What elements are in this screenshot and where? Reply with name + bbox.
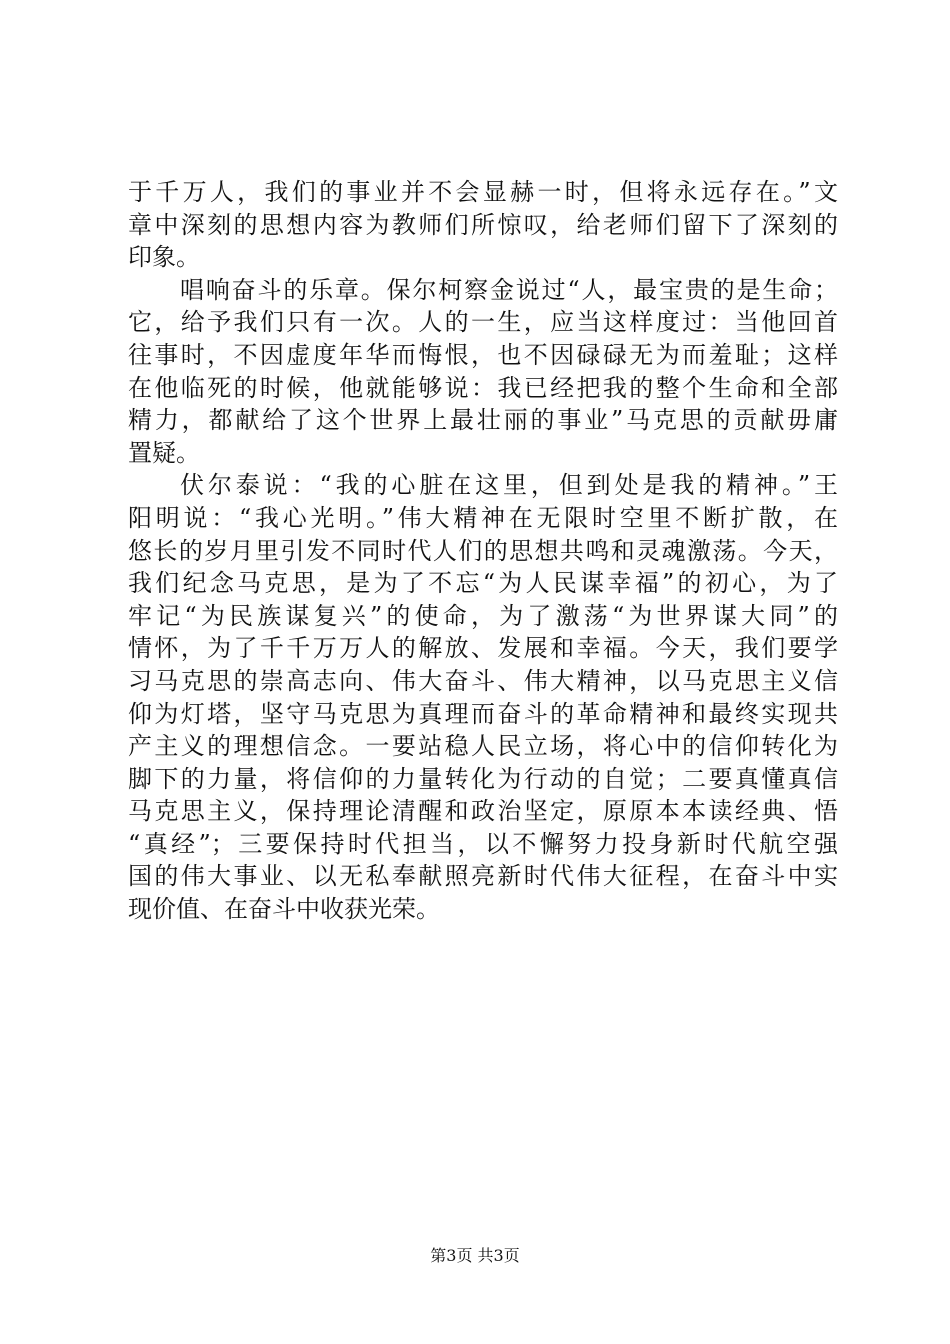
paragraph-3-line-14: 现价值、在奋斗中收获光荣。 (128, 895, 440, 924)
paragraph-2-line-3: 往事时，不因虚度年华而悔恨，也不因碌碌无为而羞耻；这样 (128, 340, 838, 369)
paragraph-3-line-1: 伏尔泰说：“我的心脏在这里，但到处是我的精神。”王 (180, 471, 838, 500)
paragraph-3-line-3: 悠长的岁月里引发不同时代人们的思想共鸣和灵魂激荡。今天， (128, 536, 838, 565)
paragraph-1-line-3: 印象。 (128, 243, 200, 272)
paragraph-3-line-13: 国的伟大事业、以无私奉献照亮新时代伟大征程，在奋斗中实 (128, 862, 838, 891)
paragraph-3-line-6: 情怀，为了千千万万人的解放、发展和幸福。今天，我们要学 (128, 634, 838, 663)
paragraph-2-line-6: 置疑。 (128, 438, 200, 467)
paragraph-1-line-1: 于千万人，我们的事业并不会显赫一时，但将永远存在。”文 (128, 178, 838, 206)
paragraph-3-line-10: 脚下的力量，将信仰的力量转化为行动的自觉；二要真懂真信 (128, 764, 838, 793)
paragraph-2-line-2: 它，给予我们只有一次。人的一生，应当这样度过：当他回首 (128, 308, 838, 337)
paragraph-3-line-7: 习马克思的崇高志向、伟大奋斗、伟大精神，以马克思主义信 (128, 666, 838, 695)
paragraph-3-line-5: 牢记“为民族谋复兴”的使命，为了激荡“为世界谋大同”的 (128, 601, 838, 630)
paragraph-3-line-2: 阳明说：“我心光明。”伟大精神在无限时空里不断扩散，在 (128, 503, 838, 532)
document-body (128, 176, 838, 926)
page-number-footer: 第3页 共3页 (430, 1246, 520, 1265)
paragraph-3-line-9: 产主义的理想信念。一要站稳人民立场，将心中的信仰转化为 (128, 732, 838, 761)
paragraph-2-line-5: 精力，都献给了这个世界上最壮丽的事业”马克思的贡献毋庸 (128, 406, 838, 435)
paragraph-3-line-8: 仰为灯塔，坚守马克思为真理而奋斗的革命精神和最终实现共 (128, 699, 838, 728)
paragraph-3-line-11: 马克思主义，保持理论清醒和政治坚定，原原本本读经典、悟 (128, 797, 838, 826)
paragraph-2-line-1: 唱响奋斗的乐章。保尔柯察金说过“人，最宝贵的是生命； (180, 275, 838, 304)
paragraph-2-line-4: 在他临死的时候，他就能够说：我已经把我的整个生命和全部 (128, 373, 838, 402)
paragraph-3-line-4: 我们纪念马克思，是为了不忘“为人民谋幸福”的初心，为了 (128, 569, 838, 598)
paragraph-1-line-2: 章中深刻的思想内容为教师们所惊叹，给老师们留下了深刻的 (128, 210, 838, 239)
paragraph-3-line-12: “真经”；三要保持时代担当，以不懈努力投身新时代航空强 (128, 829, 838, 858)
